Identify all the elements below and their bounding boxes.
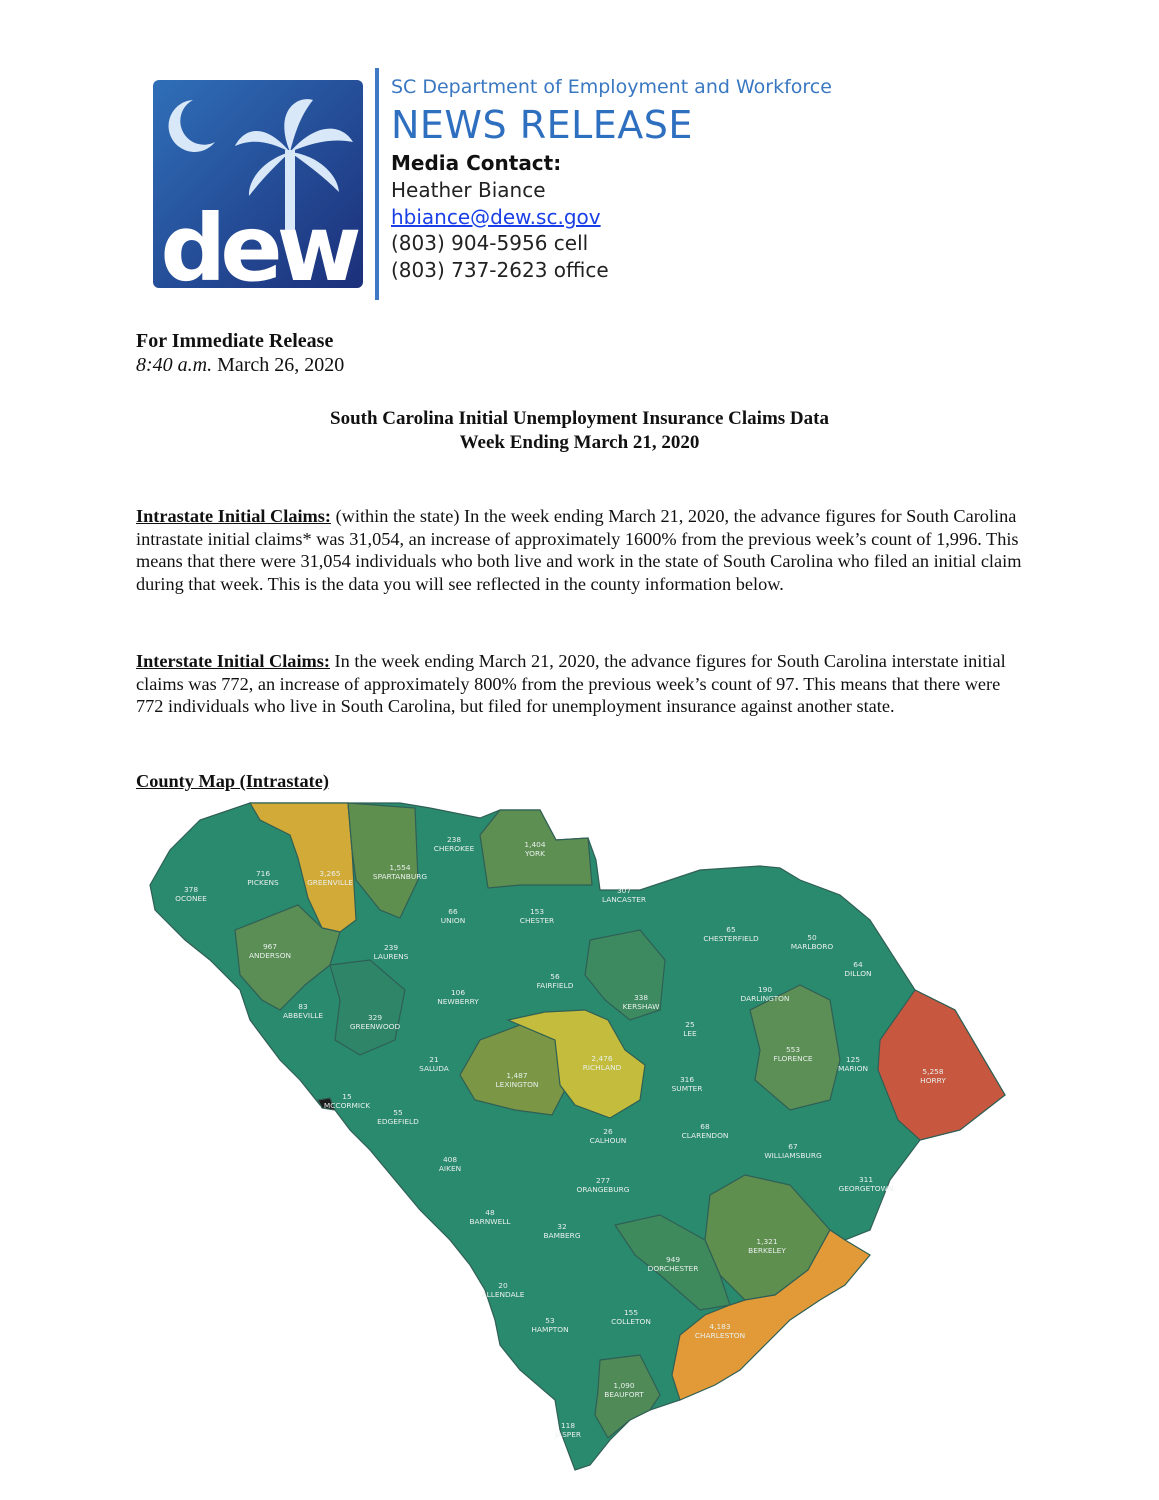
county-value-oconee: 378 xyxy=(183,885,199,894)
county-name-sumter: SUMTER xyxy=(671,1084,703,1093)
county-value-horry: 5,258 xyxy=(922,1067,944,1076)
county-name-williamsburg: WILLIAMSBURG xyxy=(764,1151,822,1160)
county-name-lancaster: LANCASTER xyxy=(601,895,647,904)
county-value-chesterfield: 65 xyxy=(726,925,736,934)
interstate-text: In the week ending March 21, 2020, the advance figures for South Carolina interstate initial claims was 772, an increase of approximately 800% from the previous week’s count of 97. This means that there were 772 individuals who live in South Carolina, but filed for unemployment insurance against another state. xyxy=(136,651,1006,716)
county-value-charleston: 4,183 xyxy=(709,1322,731,1331)
county-value-newberry: 106 xyxy=(450,988,466,997)
county-name-lee: LEE xyxy=(683,1029,697,1038)
county-name-orangeburg: ORANGEBURG xyxy=(576,1185,630,1194)
county-value-greenwood: 329 xyxy=(367,1013,383,1022)
county-value-lee: 25 xyxy=(685,1020,695,1029)
county-name-calhoun: CALHOUN xyxy=(589,1136,627,1145)
county-name-edgefield: EDGEFIELD xyxy=(377,1117,419,1126)
county-name-berkeley: BERKELEY xyxy=(748,1246,786,1255)
document-subtitle: Week Ending March 21, 2020 xyxy=(459,432,700,453)
phone-cell: (803) 904-5956 cell xyxy=(391,231,589,255)
county-value-pickens: 716 xyxy=(255,869,271,878)
county-name-aiken: AIKEN xyxy=(438,1164,462,1173)
contact-email-link[interactable]: hbiance@dew.sc.gov xyxy=(391,205,601,229)
county-value-spartanburg: 1,554 xyxy=(389,863,411,872)
county-value-jasper: 118 xyxy=(560,1421,576,1430)
county-value-chester: 153 xyxy=(529,907,545,916)
county-value-york: 1,404 xyxy=(524,840,546,849)
county-value-barnwell: 48 xyxy=(485,1208,495,1217)
interstate-lead: Interstate Initial Claims: xyxy=(136,651,330,671)
release-type: NEWS RELEASE xyxy=(391,103,693,147)
county-name-beaufort: BEAUFORT xyxy=(604,1390,644,1399)
county-value-allendale: 20 xyxy=(498,1281,508,1290)
county-value-marlboro: 50 xyxy=(807,933,817,942)
county-value-dorchester: 949 xyxy=(665,1255,681,1264)
county-name-laurens: LAURENS xyxy=(373,952,409,961)
document-title: South Carolina Initial Unemployment Insurance Claims Data xyxy=(330,408,829,429)
county-name-colleton: COLLETON xyxy=(611,1317,651,1326)
county-value-fairfield: 56 xyxy=(550,972,560,981)
county-name-charleston: CHARLESTON xyxy=(694,1331,746,1340)
county-name-spartanburg: SPARTANBURG xyxy=(372,872,428,881)
county-name-marion: MARION xyxy=(837,1064,869,1073)
county-name-dillon: DILLON xyxy=(844,969,872,978)
county-value-lancaster: 307 xyxy=(616,886,632,895)
county-name-saluda: SALUDA xyxy=(419,1064,449,1073)
county-value-williamsburg: 67 xyxy=(788,1142,798,1151)
county-name-union: UNION xyxy=(440,916,466,925)
county-name-cherokee: CHEROKEE xyxy=(433,844,475,853)
county-name-greenwood: GREENWOOD xyxy=(349,1022,401,1031)
agency-name: SC Department of Employment and Workforce xyxy=(391,76,832,98)
county-name-dorchester: DORCHESTER xyxy=(647,1264,699,1273)
county-value-saluda: 21 xyxy=(429,1055,439,1064)
immediate-release: For Immediate Release xyxy=(136,330,334,352)
county-name-jasper: JASPER xyxy=(554,1430,582,1439)
county-value-aiken: 408 xyxy=(442,1155,458,1164)
county-value-florence: 553 xyxy=(785,1045,801,1054)
county-value-orangeburg: 277 xyxy=(595,1176,611,1185)
county-name-marlboro: MARLBORO xyxy=(790,942,834,951)
phone-office: (803) 737-2623 office xyxy=(391,258,609,282)
county-name-newberry: NEWBERRY xyxy=(437,997,479,1006)
county-value-union: 66 xyxy=(448,907,458,916)
county-name-abbeville: ABBEVILLE xyxy=(282,1011,324,1020)
county-name-allendale: ALLENDALE xyxy=(481,1290,525,1299)
county-value-kershaw: 338 xyxy=(633,993,649,1002)
county-shapes xyxy=(150,803,1005,1470)
county-value-mccormick: 15 xyxy=(342,1092,352,1101)
county-name-york: YORK xyxy=(525,849,545,858)
county-name-clarendon: CLARENDON xyxy=(681,1131,729,1140)
county-map-heading: County Map (Intrastate) xyxy=(136,771,329,791)
release-date: March 26, 2020 xyxy=(217,354,345,376)
county-name-florence: FLORENCE xyxy=(773,1054,813,1063)
county-value-darlington: 190 xyxy=(757,985,773,994)
county-value-dillon: 64 xyxy=(853,960,863,969)
county-value-georgetown: 311 xyxy=(858,1175,874,1184)
county-name-chesterfield: CHESTERFIELD xyxy=(703,934,759,943)
county-name-chester: CHESTER xyxy=(519,916,555,925)
county-name-richland: RICHLAND xyxy=(582,1063,622,1072)
county-value-edgefield: 55 xyxy=(393,1108,403,1117)
county-name-greenville: GREENVILLE xyxy=(307,878,353,887)
intrastate-text: (within the state) In the week ending March 21, 2020, the advance figures for South Carolina intrastate initial claims* was 31,054, an increase of approximately 1600% from the previous week’s count of 1,996. This means that there were 31,054 individuals who both live and work in the state of South Carolina who filed an initial claim during that week. This is the data you will see reflected in the county information below. xyxy=(136,506,1022,594)
county-name-barnwell: BARNWELL xyxy=(469,1217,511,1226)
county-name-lexington: LEXINGTON xyxy=(495,1080,539,1089)
county-value-colleton: 155 xyxy=(623,1308,639,1317)
logo-wordmark: dew xyxy=(160,195,356,288)
county-value-abbeville: 83 xyxy=(298,1002,308,1011)
county-value-bamberg: 32 xyxy=(557,1222,567,1231)
county-value-clarendon: 68 xyxy=(700,1122,710,1131)
state-outline xyxy=(150,803,1005,1470)
county-value-anderson: 967 xyxy=(262,942,278,951)
county-name-oconee: OCONEE xyxy=(175,894,207,903)
county-value-marion: 125 xyxy=(845,1055,861,1064)
media-contact-label: Media Contact: xyxy=(391,151,562,175)
county-value-richland: 2,476 xyxy=(591,1054,613,1063)
county-value-hampton: 53 xyxy=(545,1316,555,1325)
county-value-cherokee: 238 xyxy=(446,835,462,844)
county-value-lexington: 1,487 xyxy=(506,1071,528,1080)
county-value-greenville: 3,265 xyxy=(319,869,341,878)
county-name-bamberg: BAMBERG xyxy=(543,1231,581,1240)
county-value-berkeley: 1,321 xyxy=(756,1237,778,1246)
county-name-fairfield: FAIRFIELD xyxy=(536,981,574,990)
county-value-laurens: 239 xyxy=(383,943,399,952)
county-name-kershaw: KERSHAW xyxy=(622,1002,660,1011)
county-name-pickens: PICKENS xyxy=(247,878,279,887)
contact-name: Heather Biance xyxy=(391,178,546,202)
county-name-horry: HORRY xyxy=(920,1076,946,1085)
county-name-hampton: HAMPTON xyxy=(531,1325,569,1334)
county-value-beaufort: 1,090 xyxy=(613,1381,635,1390)
intrastate-lead: Intrastate Initial Claims: xyxy=(136,506,331,526)
county-name-darlington: DARLINGTON xyxy=(740,994,790,1003)
county-name-anderson: ANDERSON xyxy=(248,951,292,960)
release-time: 8:40 a.m. xyxy=(136,354,213,376)
county-value-sumter: 316 xyxy=(679,1075,695,1084)
county-name-georgetown: GEORGETOWN xyxy=(838,1184,894,1193)
county-value-calhoun: 26 xyxy=(603,1127,613,1136)
county-name-mccormick: MCCORMICK xyxy=(323,1101,371,1110)
